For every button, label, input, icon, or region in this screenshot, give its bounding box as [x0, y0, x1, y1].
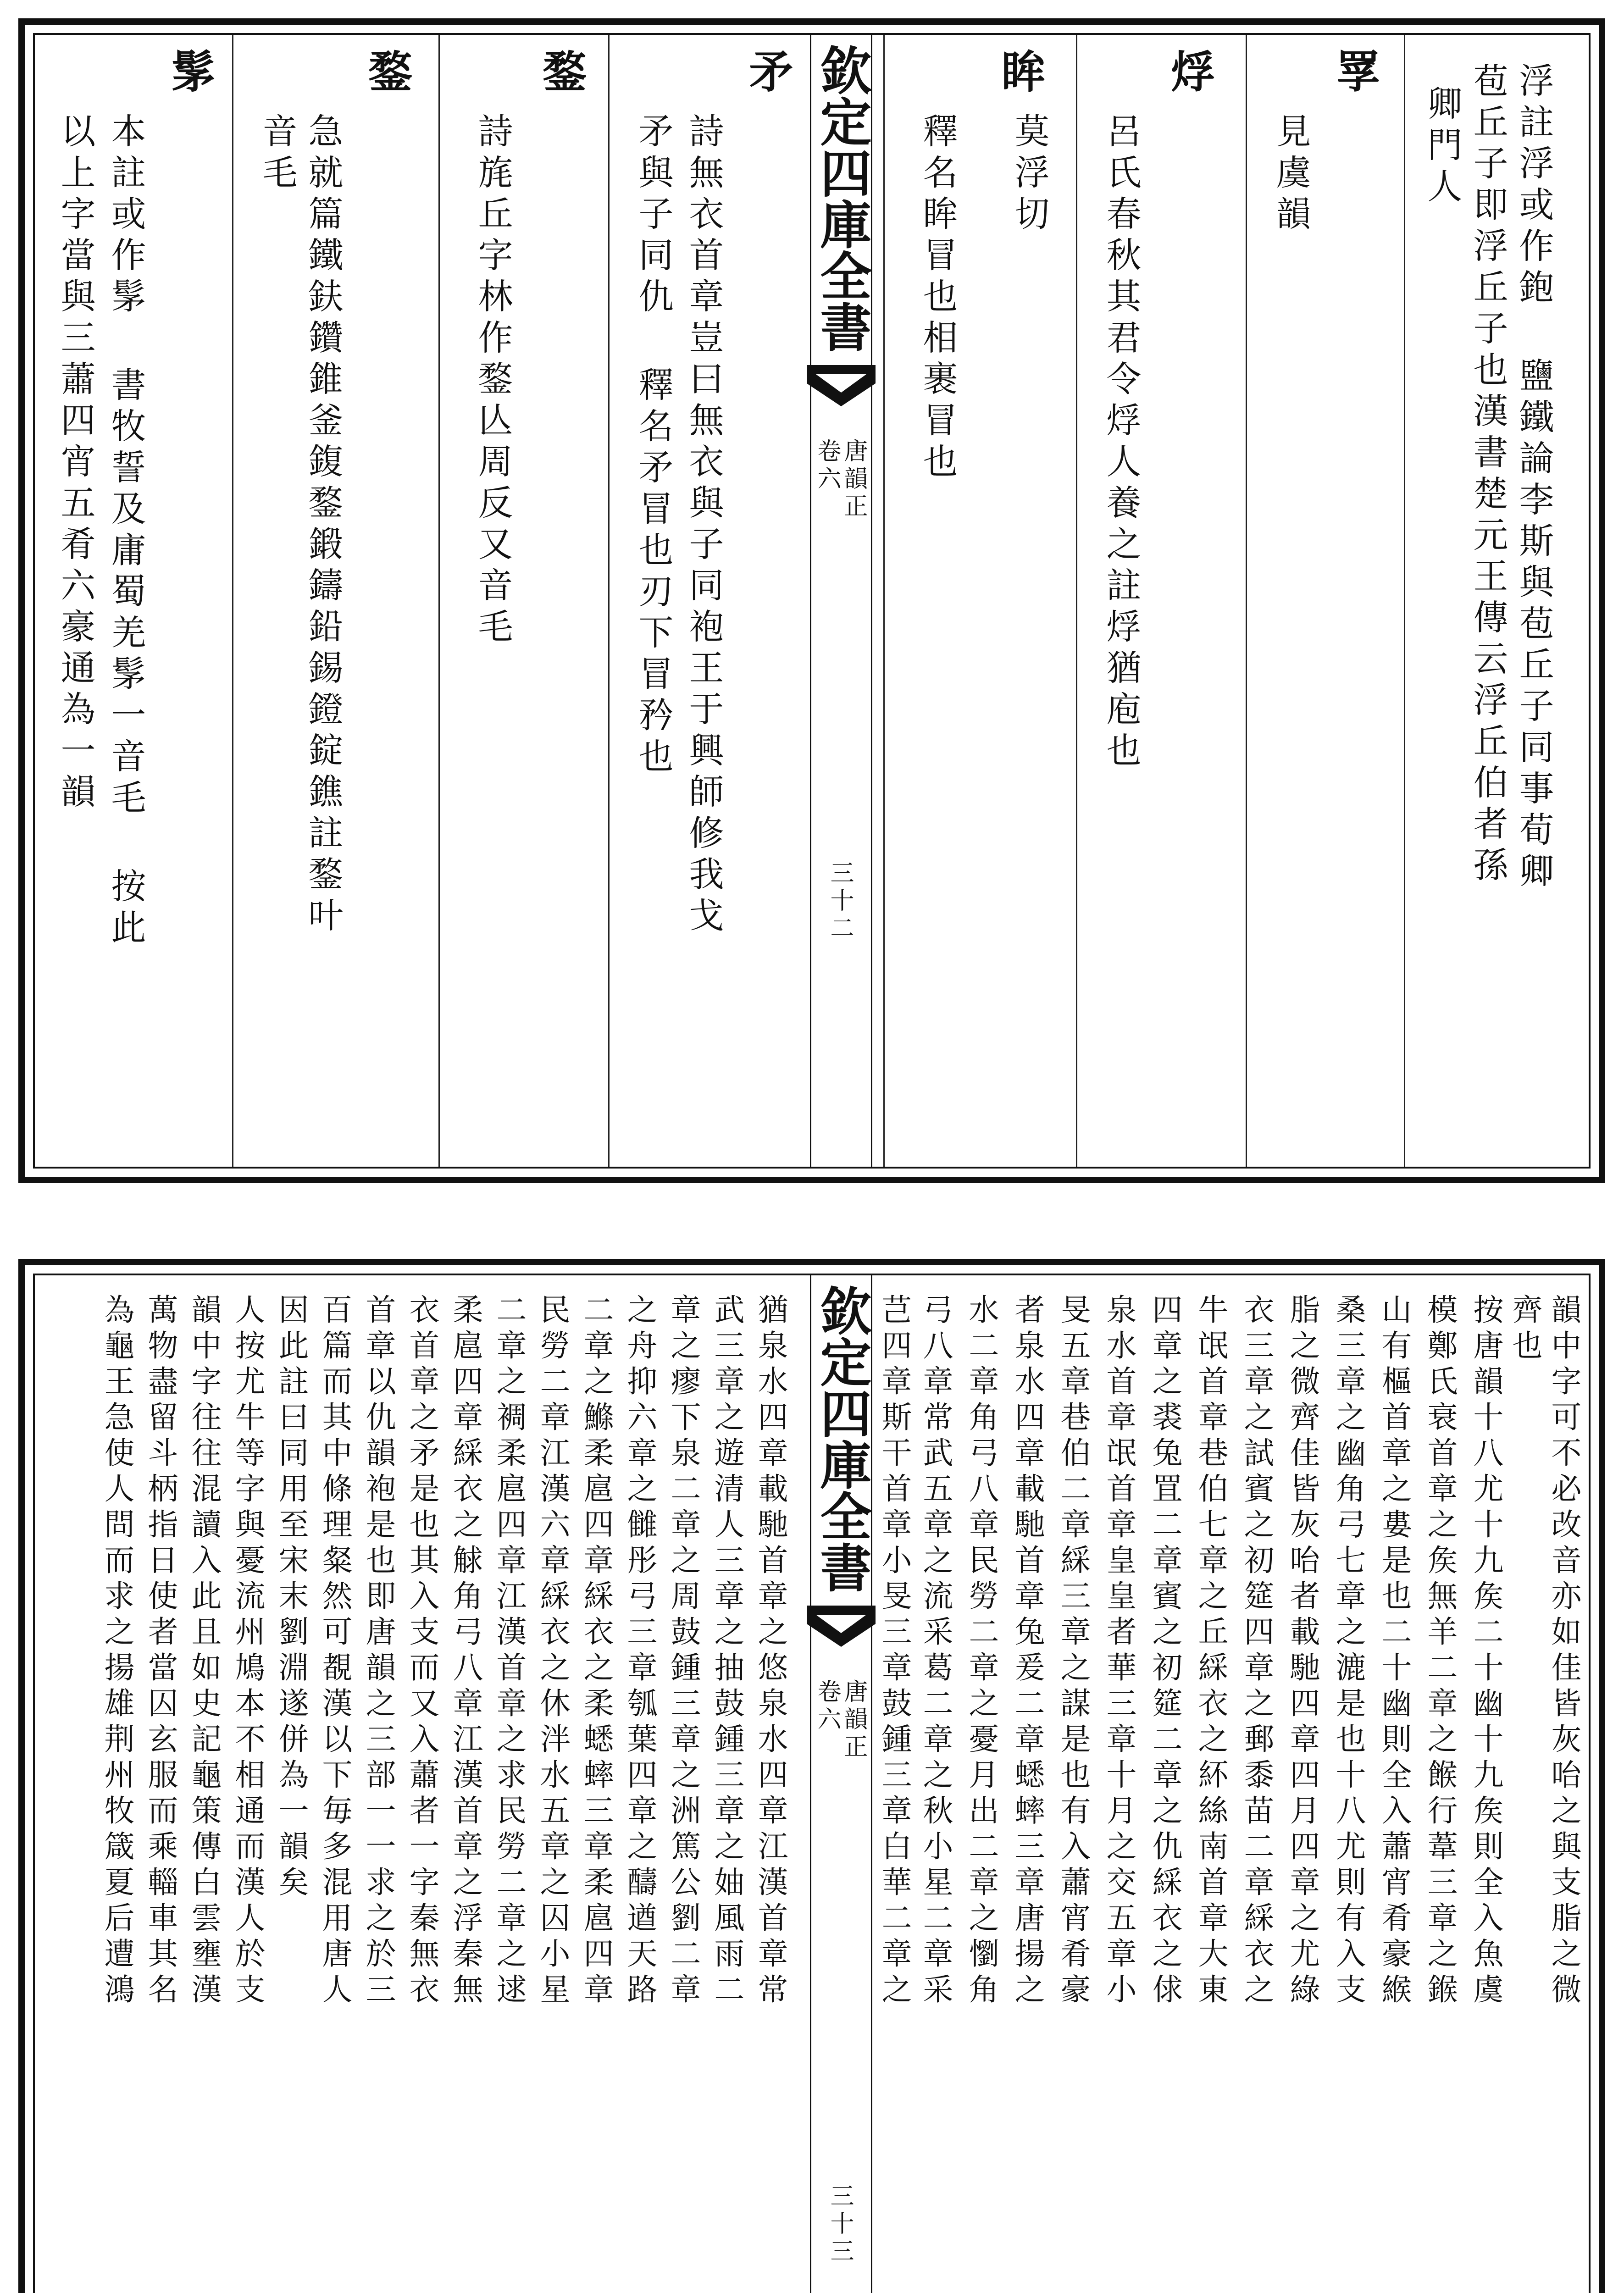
top-rule — [883, 35, 885, 1167]
bottom-col-9: 牛氓首章巷伯七章之丘綵衣之紑絲南首章大東 — [1193, 1294, 1228, 2009]
bottom-col-22: 民勞二章江漢六章綵衣之休泮水五章之囚小星 — [535, 1294, 570, 2009]
top-book-title: 欽定四庫全書 — [812, 44, 872, 352]
bottom-col-3: 按唐韻十八尤十九矦二十幽十九矦則全入魚虞 — [1468, 1294, 1503, 2009]
bottom-col-23: 二章之裯柔扈四章江漢首章之求民勞二章之逑 — [491, 1294, 527, 2009]
top-page — [18, 18, 1605, 1183]
bottom-col-10: 四章之裘兔罝二章賓之初筵二章之仇綵衣之俅 — [1147, 1294, 1182, 2009]
top-col-2: 苞丘子即浮丘子也漢書楚元王傳云浮丘伯者孫 — [1468, 62, 1508, 888]
top-fishtail-icon — [807, 365, 876, 406]
bottom-col-30: 韻中字往往混讀入此且如史記龜策傳白雲壅漢 — [186, 1294, 222, 2009]
top-col-5: 見虞韻 — [1270, 113, 1311, 237]
bottom-col-14: 水二章角弓八章民勞二章之憂月出二章之懰角 — [964, 1294, 999, 2009]
bottom-col-21: 二章之鰷柔扈四章綵衣之柔蟋蟀三章柔扈四章 — [578, 1294, 614, 2009]
top-folio: 三十二 — [826, 860, 854, 943]
top-col-19-headword: 髳 — [164, 49, 216, 94]
bottom-col-18: 武三章之遊清人三章之抽鼓鍾三章之妯風雨二 — [709, 1294, 744, 2009]
top-col-14-headword: 鍪 — [536, 49, 588, 94]
bottom-col-20: 之舟抑六章之雠彤弓三章瓠葉四章之醻遒天路 — [622, 1294, 657, 2009]
top-col-7: 呂氏春秋其君令烰人養之註烰猶庖也 — [1101, 113, 1142, 773]
top-col-20: 本註或作髳 書牧誓及庸蜀羌髳一音毛 按此 — [105, 113, 146, 950]
top-page-frame — [33, 33, 1591, 1169]
bottom-col-8: 衣三章之試賓之初筵四章之郵黍苗二章綵衣之 — [1239, 1294, 1274, 2009]
bottom-col-15: 弓八章常武五章之流采葛二章之秋小星二章采 — [918, 1294, 953, 2009]
top-col-18: 音毛 — [257, 113, 298, 195]
bottom-col-28: 因此註曰同用至宋末劉淵遂併為一韻矣 — [273, 1294, 309, 1902]
top-col-15: 詩旄丘字林作鍪亾周反又音毛 — [472, 113, 513, 649]
bottom-col-32: 為龜王急使人問而求之揚雄荆州牧箴夏后遭鴻 — [99, 1294, 134, 2009]
bottom-col-25: 衣首章之矛是也其入支而又入蕭者一字秦無衣 — [404, 1294, 439, 2009]
bottom-folio: 三十三 — [826, 2183, 854, 2266]
bottom-col-26: 首章以仇韻袍是也即唐韻之三部一一求之於三 — [360, 1294, 396, 2009]
bottom-col-24: 柔扈四章綵衣之觩角弓八章江漢首章之浮秦無 — [448, 1294, 483, 2009]
bottom-col-12: 旻五章巷伯二章綵三章之謀是也有入蕭宵肴豪 — [1055, 1294, 1091, 2009]
top-rule — [608, 35, 610, 1167]
top-rule — [232, 35, 233, 1167]
bottom-col-4: 模鄭氏衰首章之矦無羊二章之餱行葦三章之鍭 — [1422, 1294, 1458, 2009]
bottom-col-19: 章之瘳下泉二章之周鼓鍾三章之洲篤公劉二章 — [665, 1294, 701, 2009]
top-rule — [1404, 35, 1405, 1167]
bottom-book-title: 欽定四庫全書 — [812, 1285, 872, 1593]
top-col-21: 以上字當與三蕭四宵五肴六豪通為一韻 — [55, 113, 96, 814]
top-center-strip — [810, 35, 872, 1167]
top-col-4-headword: 罦 — [1329, 49, 1381, 94]
top-rule — [438, 35, 440, 1167]
bottom-col-27: 百篇而其中條理粲然可覩漢以下毎多混用唐人 — [317, 1294, 352, 2009]
top-col-3: 卿門人 — [1422, 85, 1463, 209]
top-col-1: 浮註浮或作鉋 鹽鐵論李斯與苞丘子同事荀卿 — [1513, 62, 1554, 894]
bottom-page-frame — [33, 1274, 1591, 2293]
bottom-fishtail-icon — [807, 1606, 876, 1647]
bottom-page — [18, 1259, 1605, 2293]
bottom-col-29: 人按尤牛等字與憂流州鳩本不相通而漢人於支 — [230, 1294, 265, 2009]
bottom-col-17: 猶泉水四章載馳首章之悠泉水四章江漢首章常 — [753, 1294, 788, 2009]
top-section: 唐韻正 — [840, 438, 867, 521]
bottom-center-strip — [810, 1275, 872, 2293]
bottom-col-6: 桑三章之幽角弓七章之漉是也十八尤則有入支 — [1330, 1294, 1366, 2009]
bottom-col-5: 山有樞首章之婁是也二十幽則全入蕭宵肴豪緱 — [1376, 1294, 1412, 2009]
bottom-col-11: 泉水首章氓首章皇皇者華三章十月之交五章小 — [1101, 1294, 1136, 2009]
bottom-col-2: 齊也 — [1507, 1294, 1542, 1365]
bottom-section: 唐韻正 — [840, 1679, 867, 1761]
bottom-col-7: 脂之微齊佳皆灰咍者載馳四章四月四章之尤綠 — [1285, 1294, 1320, 2009]
top-col-12: 詩無衣首章豈曰無衣與子同袍王于興師修我戈 — [683, 113, 724, 938]
bottom-col-1: 韻中字可不必改音亦如佳皆灰咍之與支脂之微 — [1546, 1294, 1581, 2009]
top-col-16-headword: 鍪 — [361, 49, 413, 94]
top-volume: 卷六 — [813, 438, 841, 493]
top-col-6-headword: 烰 — [1164, 49, 1216, 94]
top-col-13: 矛與子同仇 釋名矛冒也刃下冒矜也 — [633, 113, 674, 779]
top-col-8-headword: 眸 — [994, 49, 1046, 94]
bottom-col-31: 萬物盡留斗柄指日使者當囚玄服而乘輜車其名 — [143, 1294, 178, 2009]
bottom-volume: 卷六 — [813, 1679, 841, 1734]
bottom-col-13: 者泉水四章載馳首章兔爰二章蟋蟀三章唐揚之 — [1009, 1294, 1045, 2009]
top-col-11-headword: 矛 — [742, 49, 794, 94]
top-col-10: 釋名眸冒也相裹冒也 — [917, 113, 958, 484]
top-col-9: 莫浮切 — [1009, 113, 1050, 237]
top-rule — [1246, 35, 1247, 1167]
bottom-col-16: 芑四章斯干首章小旻三章鼓鍾三章白華二章之 — [876, 1294, 912, 2009]
top-rule — [1076, 35, 1077, 1167]
top-col-17: 急就篇鐵鈇鑽錐釜鍑鍪鍛鑄鉛錫鐙錠鐎註鍪叶 — [303, 113, 344, 938]
